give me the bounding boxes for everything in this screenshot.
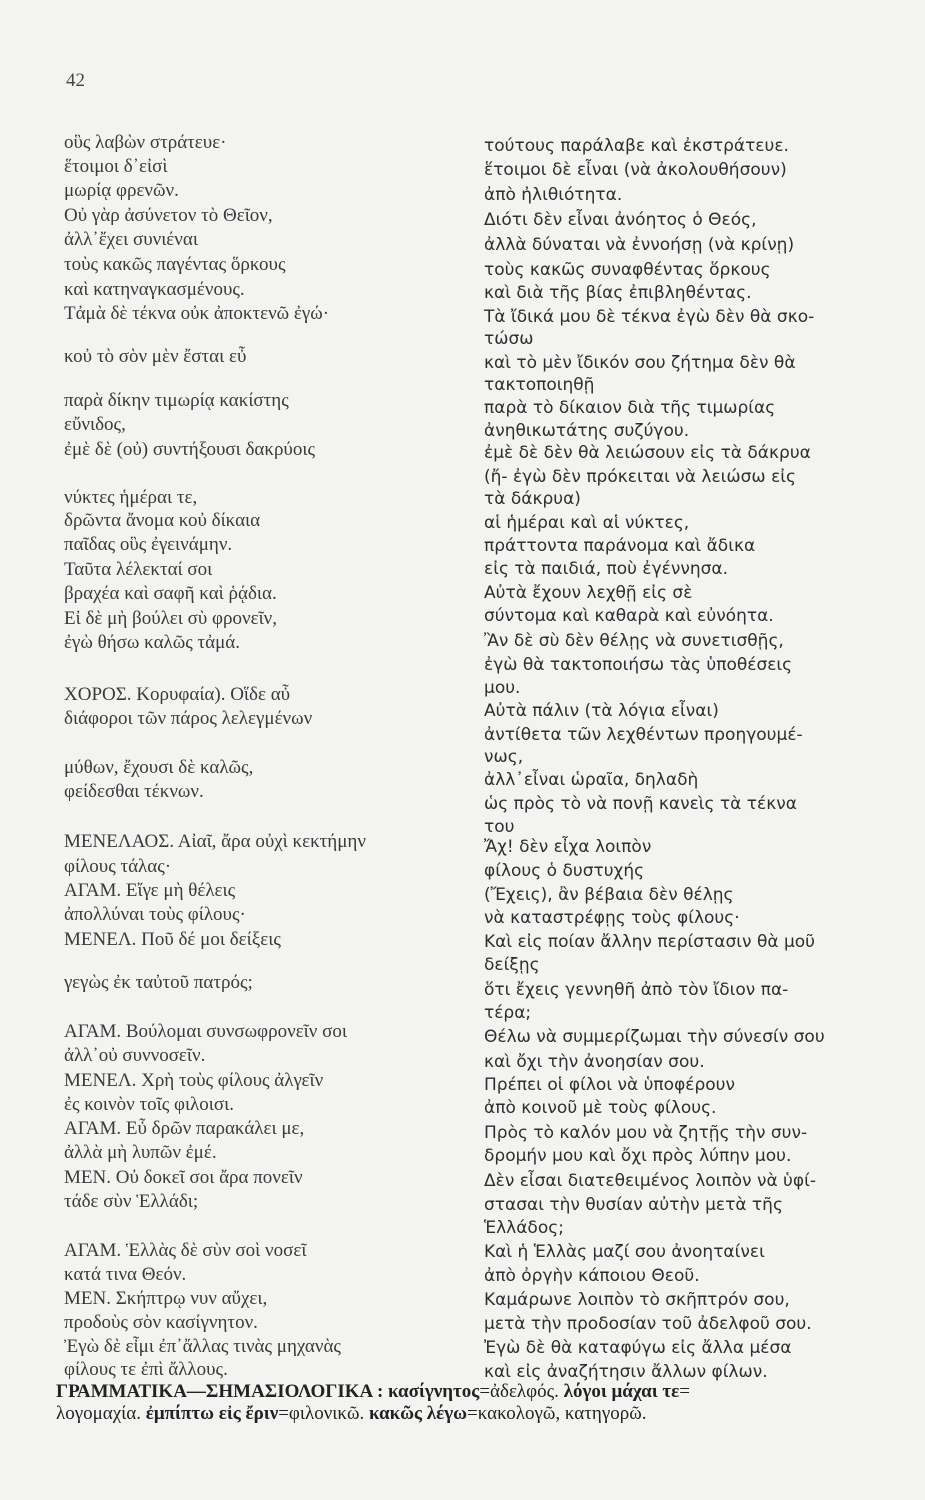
- translation-text-line: ἀπὸ κοινοῦ μὲ τοὺς φίλους.: [484, 1098, 717, 1118]
- translation-text-line: τακτοποιηθῇ: [484, 375, 595, 395]
- translation-text-line: φίλους ὁ δυστυχής: [484, 861, 645, 881]
- greek-text-line: μύθων, ἔχουσι δὲ καλῶς,: [64, 757, 254, 778]
- translation-text-line: Πρέπει οἱ φίλοι νὰ ὑποφέρουν: [484, 1075, 735, 1095]
- translation-text-line: Θέλω νὰ συμμερίζωμαι τὴν σύνεσίν σου: [484, 1027, 825, 1047]
- greek-text-line: Ἐγὼ δὲ εἶμι ἐπ᾽ἄλλας τινὰς μηχανὰς: [64, 1336, 341, 1357]
- translation-text-line: ὡς πρὸς τὸ νὰ πονῇ κανεὶς τὰ τέκνα: [484, 794, 797, 814]
- greek-text-line: Τἀμὰ δὲ τέκνα οὐκ ἀποκτενῶ ἐγώ·: [64, 303, 330, 324]
- greek-text-line: ἀπολλύναι τοὺς φίλους·: [64, 904, 246, 925]
- greek-text-line: διάφοροι τῶν πάρος λελεγμένων: [64, 708, 313, 729]
- translation-text-line: τώσω: [484, 329, 534, 349]
- greek-text-line: εὔνιδος,: [64, 414, 126, 435]
- translation-text-line: Ἐγὼ δὲ θὰ καταφύγω εἰς ἄλλα μέσα: [484, 1338, 792, 1358]
- translation-text-line: πράττοντα παράνομα καὶ ἄδικα: [484, 536, 756, 556]
- greek-text-line: δρῶντα ἄνομα κοὐ δίκαια: [64, 510, 261, 531]
- translation-text-line: ἀντίθετα τῶν λεχθέντων προηγουμέ-: [484, 725, 803, 745]
- greek-text-line: ἀλλ᾽οὐ συννοσεῖν.: [64, 1045, 206, 1066]
- grammar-term: κακῶς λέγω: [368, 1403, 468, 1424]
- greek-text-line: γεγὼς ἐκ ταὐτοῦ πατρός;: [64, 972, 253, 993]
- grammar-row-2: [56, 1403, 896, 1425]
- translation-text-line: δείξῃς: [484, 955, 540, 975]
- greek-text-line: νύκτες ἡμέραι τε,: [64, 487, 198, 508]
- translation-text-line: Τὰ ἴδικά μου δὲ τέκνα ἐγὼ δὲν θὰ σκο-: [484, 307, 815, 327]
- grammar-term: κασίγνητος: [388, 1381, 480, 1402]
- grammar-row-1: [56, 1381, 896, 1403]
- greek-text-line: φίλους τάλας·: [64, 856, 172, 877]
- greek-text-line: παῖδας οὓς ἐγεινάμην.: [64, 534, 233, 555]
- greek-text-line: μωρίᾳ φρενῶν.: [64, 180, 179, 201]
- translation-text-line: νὰ καταστρέφῃς τοὺς φίλους·: [484, 908, 740, 928]
- greek-text-line: ΜΕΝΕΛ. Ποῦ δέ μοι δείξεις: [64, 929, 281, 950]
- translation-text-line: Δὲν εἶσαι διατεθειμένος λοιπὸν νὰ ὑφί-: [484, 1171, 816, 1191]
- greek-text-line: τοὺς κακῶς παγέντας ὅρκους: [64, 254, 286, 275]
- translation-text-line: ἐμὲ δὲ δὲν θὰ λειώσουν εἰς τὰ δάκρυα: [484, 443, 811, 463]
- translation-text-line: καὶ τὸ μὲν ἴδικόν σου ζήτημα δὲν θὰ: [484, 353, 796, 373]
- greek-text-line: κατά τινα Θεόν.: [64, 1264, 187, 1285]
- greek-text-line: οὓς λαβὼν στράτευε·: [64, 132, 227, 153]
- greek-text-line: ΑΓΑΜ. Εἴγε μὴ θέλεις: [64, 880, 236, 901]
- greek-text-line: Εἰ δὲ μὴ βούλει σὺ φρονεῖν,: [64, 608, 278, 629]
- translation-text-line: ἀνηθικωτάτης συζύγου.: [484, 421, 690, 441]
- translation-text-line: Πρὸς τὸ καλόν μου νὰ ζητῇς τὴν συν-: [484, 1123, 808, 1143]
- greek-text-line: Ταῦτα λέλεκταί σοι: [64, 559, 213, 580]
- translation-text-line: τοὺς κακῶς συναφθέντας ὅρκους: [484, 260, 771, 280]
- grammar-definition: λογομαχία.: [56, 1403, 141, 1424]
- translation-text-line: Ἑλλάδος;: [484, 1218, 564, 1238]
- greek-text-line: προδοὺς σὸν κασίγνητον.: [64, 1312, 258, 1333]
- translation-text-line: μετὰ τὴν προδοσίαν τοῦ ἀδελφοῦ σου.: [484, 1314, 812, 1334]
- greek-text-line: φίλους τε ἐπὶ ἄλλους.: [64, 1359, 228, 1380]
- greek-text-line: ΜΕΝ. Σκήπτρῳ νυν αὔχει,: [64, 1288, 268, 1309]
- translation-text-line: ἀλλὰ δύναται νὰ ἐννοήσῃ (νὰ κρίνῃ): [484, 235, 795, 255]
- greek-text-line: ἕτοιμοι δ᾽εἰσὶ: [64, 156, 168, 177]
- greek-text-line: ΜΕΝΕΛΑΟΣ. Αἰαῖ, ἄρα οὐχὶ κεκτήμην: [64, 831, 366, 852]
- translation-text-line: ἀπὸ ἠλιθιότητα.: [484, 185, 623, 205]
- translation-text-line: σύντομα καὶ καθαρὰ καὶ εὐνόητα.: [484, 606, 774, 626]
- translation-text-line: Καμάρωνε λοιπὸν τὸ σκῆπτρόν σου,: [484, 1290, 790, 1310]
- grammar-term: λόγοι μάχαι τε: [563, 1381, 680, 1402]
- translation-text-line: αἱ ἡμέραι καὶ αἱ νύκτες,: [484, 513, 690, 533]
- translation-text-line: (ἤ- ἐγὼ δὲν πρόκειται νὰ λειώσω εἰς: [484, 467, 796, 487]
- translation-text-line: ἀλλ᾽εἶναι ὡραῖα, δηλαδὴ: [484, 770, 699, 790]
- grammar-definition: =ἀδελφός.: [479, 1381, 559, 1402]
- translation-text-line: καὶ εἰς ἀναζήτησιν ἄλλων φίλων.: [484, 1362, 768, 1382]
- translation-text-line: καὶ διὰ τῆς βίας ἐπιβληθέντας.: [484, 283, 752, 303]
- translation-text-line: νως,: [484, 747, 524, 767]
- translation-text-line: Αὐτὰ πάλιν (τὰ λόγια εἶναι): [484, 701, 719, 721]
- translation-text-line: Καὶ ἡ Ἑλλὰς μαζί σου ἀνοηταίνει: [484, 1242, 765, 1262]
- greek-text-line: τάδε σὺν Ἑλλάδι;: [64, 1191, 199, 1212]
- translation-text-line: εἰς τὰ παιδιά, ποὺ ἐγέννησα.: [484, 559, 728, 579]
- page-number: 42: [66, 70, 85, 91]
- translation-text-line: ἐγὼ θὰ τακτοποιήσω τὰς ὑποθέσεις: [484, 655, 793, 675]
- greek-text-line: Οὐ γὰρ ἀσύνετον τὸ Θεῖον,: [64, 205, 273, 226]
- translation-text-line: τὰ δάκρυα): [484, 489, 581, 509]
- greek-text-line: ΧΟΡΟΣ. Κορυφαία). Οἵδε αὖ: [64, 684, 291, 705]
- translation-text-line: Καὶ εἰς ποίαν ἄλλην περίστασιν θὰ μοῦ: [484, 932, 816, 952]
- greek-text-line: βραχέα καὶ σαφῆ καὶ ῥᾴδια.: [64, 583, 277, 604]
- translation-text-line: καὶ ὄχι τὴν ἀνοησίαν σου.: [484, 1052, 705, 1072]
- greek-text-line: ἀλλὰ μὴ λυπῶν ἐμέ.: [64, 1142, 217, 1163]
- translation-text-line: ἕτοιμοι δὲ εἶναι (νὰ ἀκολουθήσουν): [484, 160, 787, 180]
- grammar-definition: =κακολογῶ, κατηγορῶ.: [467, 1403, 647, 1424]
- greek-text-line: ἐς κοινὸν τοῖς φιλοισι.: [64, 1094, 234, 1115]
- grammar-heading: ΓΡΑΜΜΑΤΙΚΑ—ΣΗΜΑΣΙΟΛΟΓΙΚΑ :: [56, 1381, 384, 1402]
- translation-text-line: παρὰ τὸ δίκαιον διὰ τῆς τιμωρίας: [484, 398, 776, 418]
- greek-text-line: ἐγὼ θήσω καλῶς τἀμά.: [64, 632, 241, 653]
- greek-text-line: παρὰ δίκην τιμωρίᾳ κακίστης: [64, 390, 289, 411]
- greek-text-line: ΑΓΑΜ. Εὖ δρῶν παρακάλει με,: [64, 1118, 305, 1139]
- translation-text-line: Διότι δὲν εἶναι ἀνόητος ὁ Θεός,: [484, 210, 757, 230]
- grammar-definition: =φιλονικῶ.: [278, 1403, 365, 1424]
- greek-text-line: ΜΕΝ. Οὐ δοκεῖ σοι ἄρα πονεῖν: [64, 1167, 303, 1188]
- translation-text-line: τέρα;: [484, 1003, 532, 1023]
- grammar-term: ἐμπίπτω εἰς ἔριν: [145, 1403, 279, 1424]
- greek-text-line: ἐμὲ δὲ (οὐ) συντήξουσι δακρύοις: [64, 439, 315, 460]
- translation-text-line: ὅτι ἔχεις γεννηθῆ ἀπὸ τὸν ἴδιον πα-: [484, 980, 789, 1000]
- greek-text-line: κοὐ τὸ σὸν μὲν ἔσται εὖ: [64, 346, 247, 367]
- translation-text-line: μου.: [484, 678, 521, 698]
- grammar-definition: =: [679, 1381, 690, 1402]
- greek-text-line: ΑΓΑΜ. Ἑλλὰς δὲ σὺν σοὶ νοσεῖ: [64, 1240, 307, 1261]
- greek-text-line: ΜΕΝΕΛ. Χρὴ τοὺς φίλους ἀλγεῖν: [64, 1070, 324, 1091]
- translation-text-line: Αὐτὰ ἔχουν λεχθῇ εἰς σὲ: [484, 583, 693, 603]
- translation-text-line: στασαι τὴν θυσίαν αὐτὴν μετὰ τῆς: [484, 1195, 783, 1215]
- translation-text-line: τούτους παράλαβε καὶ ἐκστράτευε.: [484, 136, 789, 156]
- translation-text-line: δρομήν μου καὶ ὄχι πρὸς λύπην μου.: [484, 1146, 792, 1166]
- translation-text-line: Ἄχ! δὲν εἶχα λοιπὸν: [484, 837, 652, 857]
- greek-text-line: ΑΓΑΜ. Βούλομαι συνσωφρονεῖν σοι: [64, 1021, 347, 1042]
- translation-text-line: ἀπὸ ὀργὴν κάποιου Θεοῦ.: [484, 1266, 700, 1286]
- translation-text-line: του: [484, 817, 515, 837]
- translation-text-line: Ἂν δὲ σὺ δὲν θέλῃς νὰ συνετισθῇς,: [484, 631, 784, 651]
- grammar-notes: [56, 1381, 896, 1425]
- translation-text-line: (Ἔχεις), ἂν βέβαια δὲν θέλῃς: [484, 885, 734, 905]
- greek-text-line: ἀλλ᾽ἔχει συνιέναι: [64, 229, 198, 250]
- greek-text-line: καὶ κατηναγκασμένους.: [64, 279, 245, 300]
- greek-text-line: φείδεσθαι τέκνων.: [64, 781, 204, 802]
